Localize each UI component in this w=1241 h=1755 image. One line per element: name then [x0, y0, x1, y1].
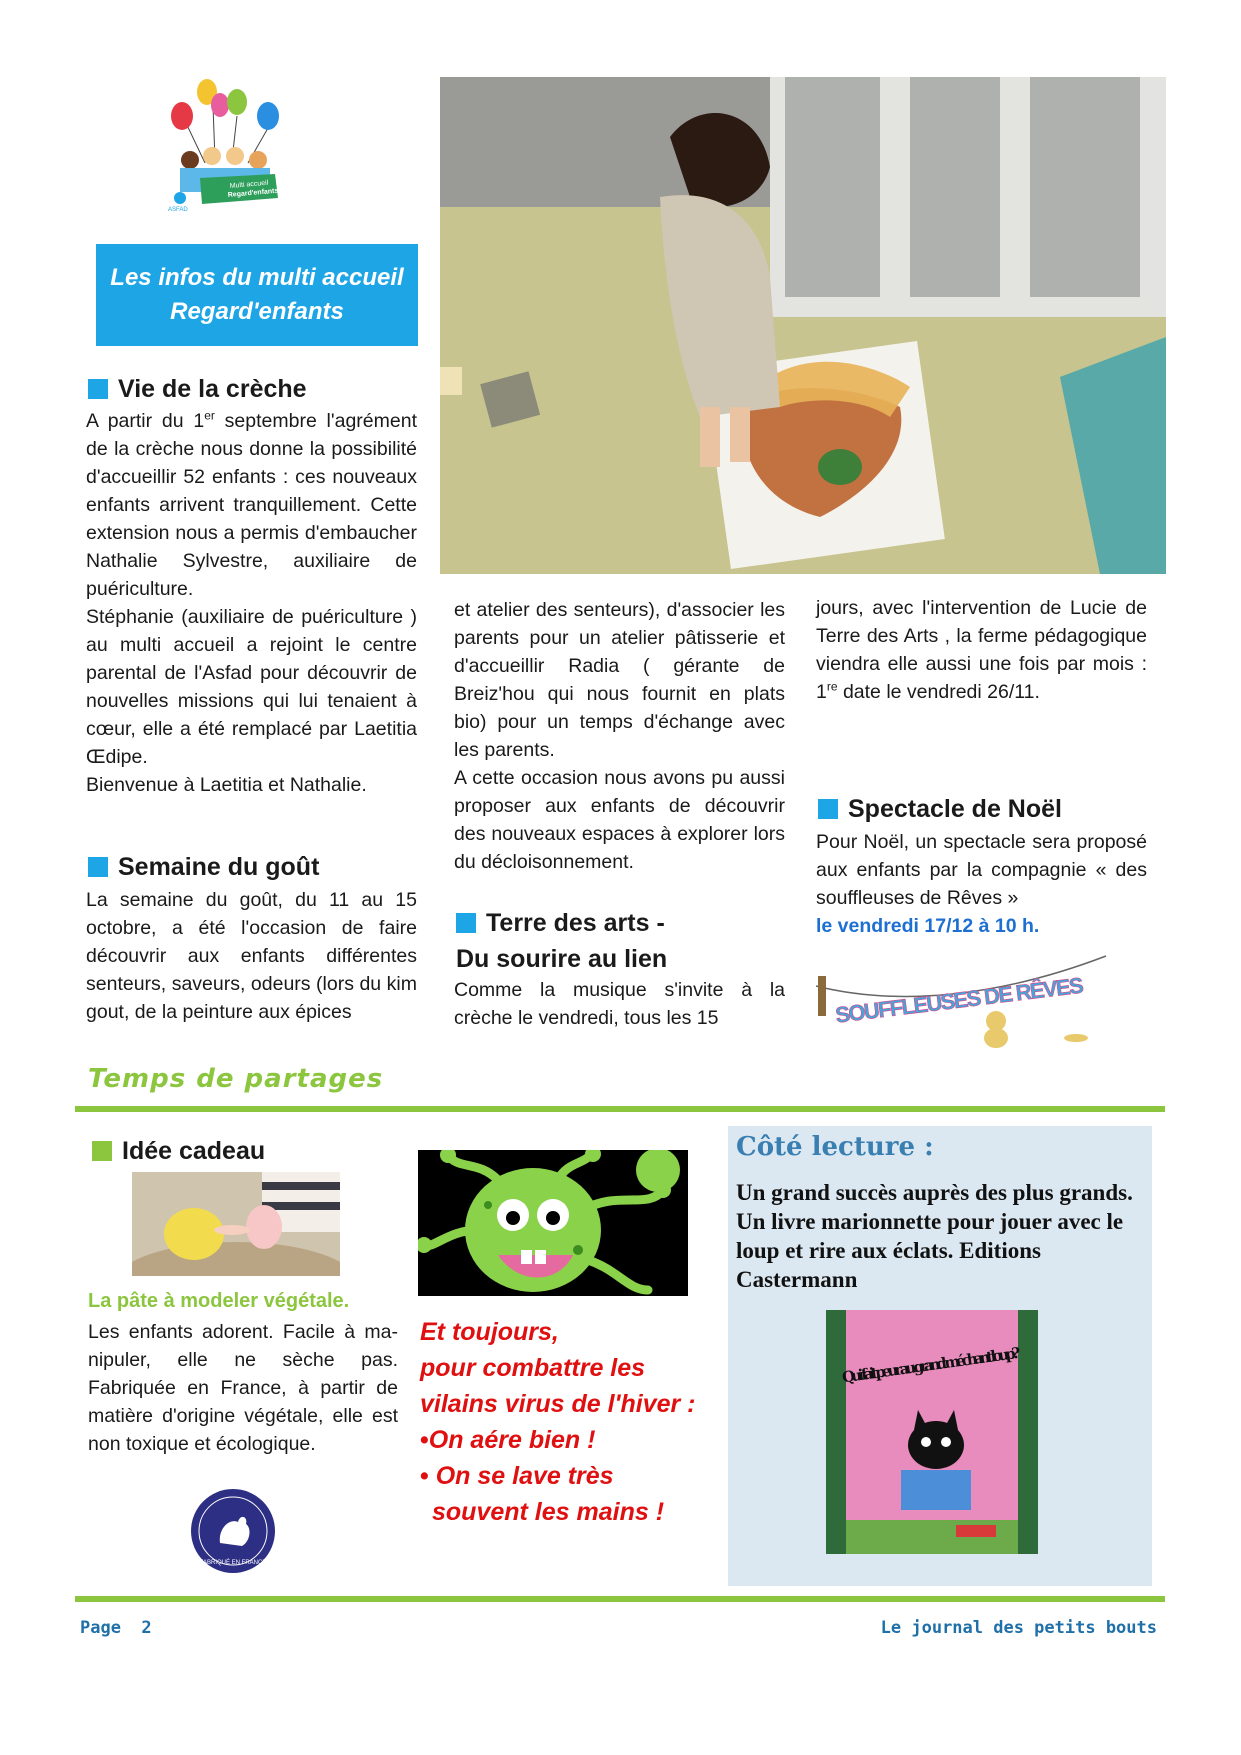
idee-cadeau-subtitle: La pâte à modeler végétale. — [88, 1290, 350, 1312]
spectacle-p1: Pour Noël, un spectacle sera proposé aux enfants par la compagnie « des souffleuses de Rêves » — [816, 831, 1147, 909]
virus-bullet-2-text: On se lave très — [435, 1462, 614, 1490]
vie-creche-heading-text: Vie de la crèche — [118, 375, 307, 403]
painting-child-photo — [440, 77, 1166, 574]
virus-bullet-1-text: On aére bien ! — [428, 1426, 596, 1454]
green-divider-top — [75, 1106, 1165, 1112]
blue-square-icon — [456, 913, 476, 933]
vie-creche-body — [86, 407, 417, 799]
idee-cadeau-heading — [92, 1136, 392, 1166]
col3-body — [816, 594, 1147, 706]
semaine-gout-heading — [88, 852, 418, 882]
book-cover — [826, 1310, 1038, 1554]
idee-cadeau-body — [88, 1318, 398, 1458]
blue-square-icon — [88, 379, 108, 399]
virus-line2: pour combattre les — [420, 1354, 646, 1382]
col2-p2: A cette occasion nous avons pu aussi proposer aux enfants de découvrir des nouveaux espaces à explorer lors du décloisonnement. — [454, 767, 785, 873]
terre-arts-heading — [456, 908, 786, 938]
spectacle-date: le vendredi 17/12 à 10 h. — [816, 915, 1040, 937]
semaine-gout-body — [86, 886, 417, 1026]
logo-org: ASFAD — [168, 207, 188, 213]
vie-creche-p1 — [86, 407, 417, 603]
lecture-box — [728, 1126, 1152, 1586]
logo — [160, 78, 295, 213]
col3-p1-sup: re — [826, 679, 838, 694]
spectacle-body — [816, 828, 1147, 940]
vie-creche-heading — [88, 374, 418, 404]
col3-p1b: date le vendredi 26/11. — [837, 681, 1040, 703]
souffleuses-banner — [806, 946, 1118, 1052]
virus-bullet-1: •On aére bien ! — [420, 1426, 596, 1454]
col2-p1: et atelier des senteurs), d'associer les parents pour un atelier pâtisserie et d'accueillir Radia ( gérante de Breiz'hou qui nous fournit en plats bio) pour un temps d'échange avec les parents. — [454, 599, 785, 761]
virus-line3: vilains virus de l'hiver : — [420, 1390, 696, 1418]
footer-page-number: Page 2 — [80, 1618, 152, 1638]
vie-creche-p1-sup: er — [204, 408, 215, 423]
logo-caption-1: Multi accueil — [229, 179, 269, 190]
blue-square-icon — [88, 857, 108, 877]
souffleuses-banner-text: SOUFFLEUSES DE RÊVES — [833, 972, 1086, 1028]
green-square-icon — [92, 1141, 112, 1161]
semaine-gout-p1: La semaine du goût, du 11 au 15 octobre, a été l'occasion de faire découvrir aux enfants différentes senteurs, saveurs, odeurs (lors du kim gout, de la peinture aux épices — [86, 889, 417, 1023]
temps-partages-title: Temps de partages — [88, 1064, 384, 1094]
idee-cadeau-heading-text: Idée cadeau — [122, 1137, 266, 1165]
terre-arts-body — [454, 976, 785, 1032]
footer-journal-title: Le journal des petits bouts — [880, 1618, 1157, 1638]
semaine-gout-heading-text: Semaine du goût — [118, 853, 320, 881]
terre-arts-p1: Comme la musique s'invite à la crèche le vendredi, tous les 15 — [454, 979, 785, 1029]
virus-text — [420, 1314, 720, 1530]
fabrique-en-france-badge — [190, 1488, 276, 1574]
title-line-2: Regard'enfants — [170, 298, 344, 325]
col2-body — [454, 596, 785, 876]
title-box — [96, 244, 418, 346]
virus-illustration — [418, 1150, 688, 1296]
vie-creche-p1a: A partir du 1 — [86, 410, 205, 432]
vie-creche-p3: Bienvenue à Laetitia et Nathalie. — [86, 774, 367, 796]
play-dough-photo — [132, 1172, 340, 1276]
vie-creche-p2: Stéphanie (auxiliaire de puériculture ) au multi accueil a rejoint le centre parental de l'Asfad pour découvrir de nouvelles missions qui lui tenaient à cœur, elle a été remplacé par Laetitia Œdipe. — [86, 606, 417, 768]
col3-p1a: jours, avec l'intervention de Lucie de Terre des Arts , la ferme pédagogique viendra elle aussi une fois par mois : 1 — [816, 597, 1147, 703]
idee-cadeau-p1: Les enfants adorent. Facile à manipuler, elle ne sèche pas. Fabriquée en France, à partir de matière d'origine végétale, elle est non toxique et écologique. — [88, 1321, 398, 1455]
title-line-1: Les infos du multi accueil — [110, 264, 404, 291]
green-divider-bottom — [75, 1596, 1165, 1602]
virus-bullet-2: • On se lave très — [420, 1462, 614, 1490]
blue-square-icon — [818, 799, 838, 819]
lecture-text: Un grand succès auprès des plus grands. Un livre marionnette pour jouer avec le loup et rire aux éclats. Editions Castermann — [736, 1180, 1133, 1292]
virus-bullet-2b: souvent les mains ! — [432, 1498, 665, 1526]
virus-line1: Et toujours, — [420, 1318, 559, 1346]
terre-arts-heading-line2: Du sourire au lien — [456, 945, 668, 973]
terre-arts-heading-line1: Terre des arts - — [486, 909, 665, 937]
col3-p1 — [816, 594, 1147, 706]
terre-arts-heading-2 — [456, 944, 786, 974]
balloons-logo-icon — [160, 78, 295, 213]
spectacle-heading-text: Spectacle de Noël — [848, 795, 1062, 823]
badge-text: FABRIQUÉ EN FRANCE — [199, 1560, 267, 1566]
book-title-text: Qui fait peur au grand méchant loup? — [840, 1343, 1022, 1387]
spectacle-heading — [818, 794, 1148, 824]
lecture-title: Côté lecture : — [736, 1132, 934, 1162]
logo-caption-2: Regard'enfants — [227, 187, 279, 199]
vie-creche-p1b: septembre l'agrément de la crèche nous donne la possibilité d'accueillir 52 enfants : ces nouveaux enfants arrivent tranquillement. Cette extension nous a permis d'embaucher Nathalie Sylvestre, auxiliaire de puériculture. — [86, 410, 417, 600]
